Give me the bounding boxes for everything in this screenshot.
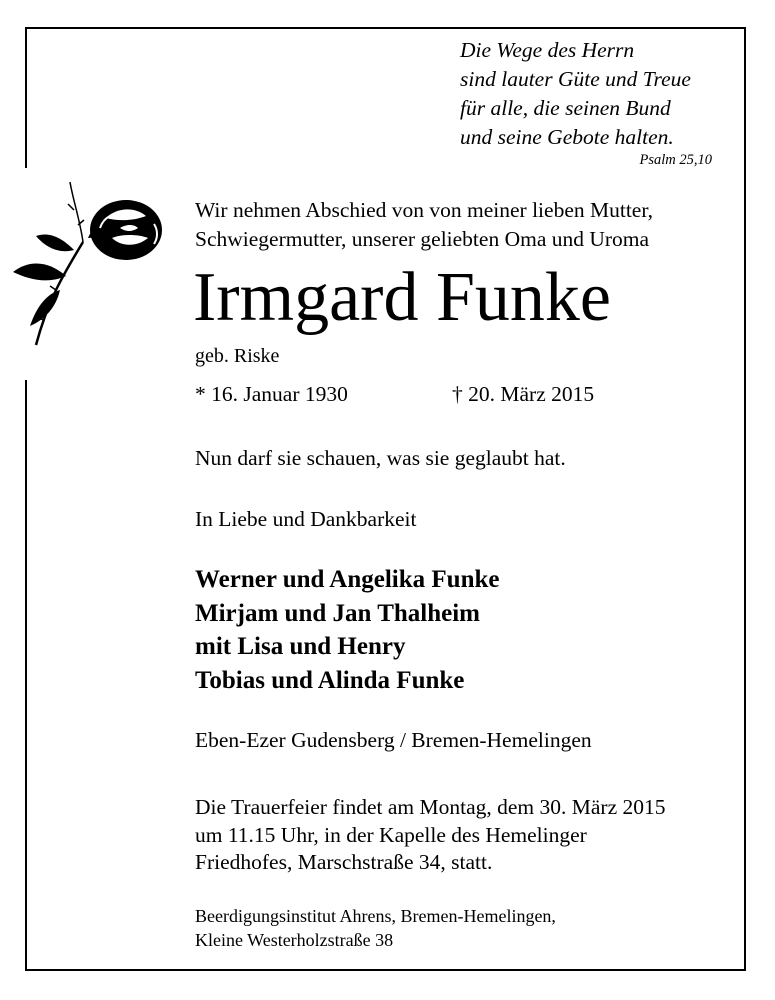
service-line: Friedhofes, Marschstraße 34, statt. <box>195 850 493 874</box>
service-line: um 11.15 Uhr, in der Kapelle des Hemelinger <box>195 822 587 847</box>
verse-reference: Psalm 25,10 <box>639 152 712 168</box>
family-line: Mirjam und Jan Thalheim <box>195 599 480 627</box>
verse-line: Die Wege des Herrn <box>460 38 635 62</box>
birth-name: geb. Riske <box>195 345 280 367</box>
rose-icon <box>8 180 168 350</box>
intro-line: Schwiegermutter, unserer geliebten Oma und Uroma <box>195 227 650 251</box>
service-line: Die Trauerfeier findet am Montag, dem 30. März 2015 <box>195 795 666 819</box>
death-date: † 20. März 2015 <box>452 382 595 406</box>
gratitude-text: In Liebe und Dankbarkeit <box>195 507 417 531</box>
verse-line: und seine Gebote halten. <box>460 125 674 149</box>
intro-line: Wir nehmen Abschied von von meiner lieben Mutter, <box>195 198 654 222</box>
family-line: Tobias und Alinda Funke <box>195 666 465 694</box>
verse-line: für alle, die seinen Bund <box>460 96 671 120</box>
family-list <box>195 563 499 697</box>
motto-text: Nun darf sie schauen, was sie geglaubt hat. <box>195 446 566 470</box>
intro-text <box>195 196 653 254</box>
undertaker-info <box>195 904 556 952</box>
undertaker-line: Beerdigungsinstitut Ahrens, Bremen-Hemelingen, <box>195 906 556 926</box>
birth-date: * 16. Januar 1930 <box>195 382 348 406</box>
family-line: mit Lisa und Henry <box>195 633 406 660</box>
family-line: Werner und Angelika Funke <box>195 566 500 593</box>
verse-line: sind lauter Güte und Treue <box>460 67 691 91</box>
places-text: Eben-Ezer Gudensberg / Bremen-Hemelingen <box>195 728 592 752</box>
undertaker-line: Kleine Westerholzstraße 38 <box>195 930 394 950</box>
funeral-service-info <box>195 794 666 877</box>
deceased-name: Irmgard Funke <box>193 259 611 336</box>
bible-verse <box>460 36 750 152</box>
